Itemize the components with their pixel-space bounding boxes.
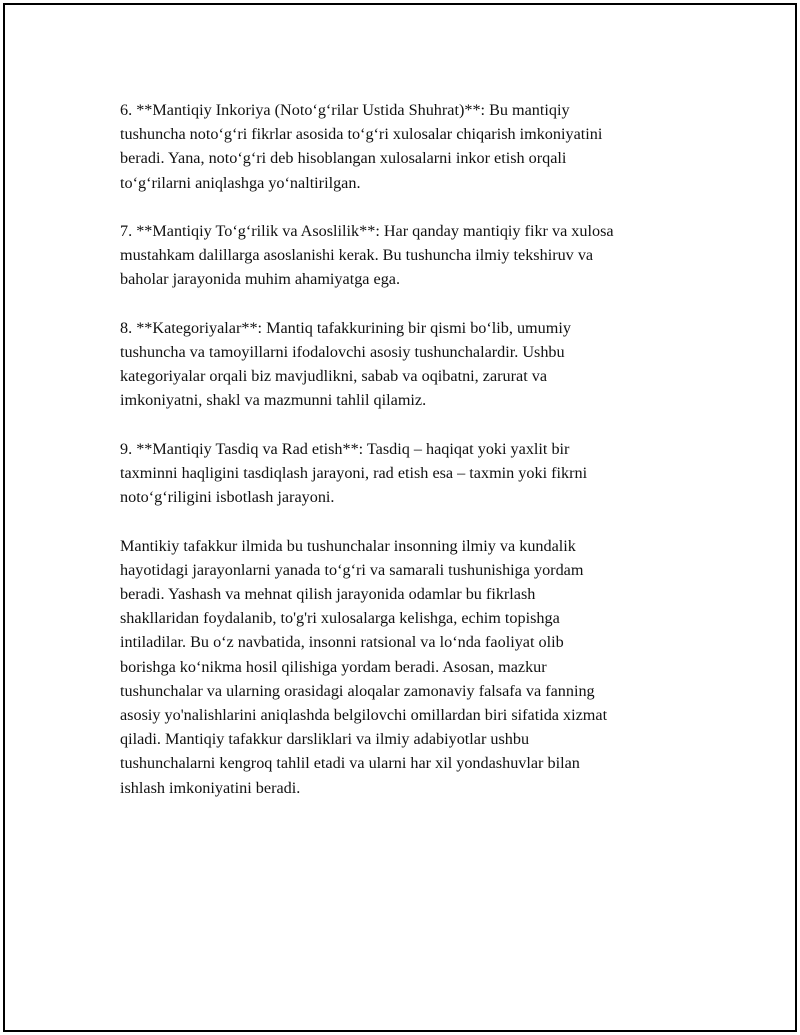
text-line: hayotidagi jarayonlarni yanada to‘g‘ri va samarali tushunishiga yordam bbox=[120, 560, 584, 579]
text-line: asosiy yo'nalishlarini aniqlashda belgilovchi omillardan biri sifatida xizmat bbox=[120, 706, 608, 725]
text-line: tushuncha noto‘g‘ri fikrlar asosida to‘g‘ri xulosalar chiqarish imkoniyatini bbox=[120, 125, 603, 144]
text-line: 9. **Mantiqiy Tasdiq va Rad etish**: Tasdiq – haqiqat yoki yaxlit bir bbox=[120, 439, 570, 458]
text-line: baholar jarayonida muhim ahamiyatga ega. bbox=[120, 270, 401, 289]
paragraph-item-6 bbox=[120, 98, 700, 195]
text-line: beradi. Yashash va mehnat qilish jarayonida odamlar bu fikrlash bbox=[120, 585, 536, 603]
text-line: Mantikiy tafakkur ilmida bu tushunchalar insonning ilmiy va kundalik bbox=[120, 536, 576, 555]
paragraph-item-7 bbox=[120, 219, 700, 292]
text-line: taxminni haqligini tasdiqlash jarayoni, rad etish esa – taxmin yoki fikrni bbox=[120, 464, 588, 482]
text-line: noto‘g‘riligini isbotlash jarayoni. bbox=[120, 488, 335, 507]
text-line: 8. **Kategoriyalar**: Mantiq tafakkurining bir qismi bo‘lib, umumiy bbox=[120, 318, 571, 337]
text-line: shakllaridan foydalanib, to'g'ri xulosalarga kelishga, echim topishga bbox=[120, 609, 560, 628]
text-line: tushunchalarni kengroq tahlil etadi va ularni har xil yondashuvlar bilan bbox=[120, 754, 580, 773]
paragraph-item-8 bbox=[120, 316, 700, 413]
text-line: borishga ko‘nikma hosil qilishiga yordam beradi. Asosan, mazkur bbox=[120, 657, 547, 676]
document-body bbox=[120, 98, 700, 824]
text-line: to‘g‘rilarni aniqlashga yo‘naltirilgan. bbox=[120, 173, 361, 192]
page-frame bbox=[3, 3, 797, 1032]
text-line: 7. **Mantiqiy To‘g‘rilik va Asoslilik**: Har qanday mantiqiy fikr va xulosa bbox=[120, 222, 614, 240]
text-line: mustahkam dalillarga asoslanishi kerak. Bu tushuncha ilmiy tekshiruv va bbox=[120, 246, 594, 265]
text-line: kategoriyalar orqali biz mavjudlikni, sabab va oqibatni, zarurat va bbox=[120, 367, 548, 386]
paragraph-item-9 bbox=[120, 437, 700, 510]
text-line: intiladilar. Bu o‘z navbatida, insonni ratsional va lo‘nda faoliyat olib bbox=[120, 633, 564, 652]
text-line: tushuncha va tamoyillarni ifodalovchi asosiy tushunchalardir. Ushbu bbox=[120, 343, 565, 361]
text-line: imkoniyatni, shakl va mazmunni tahlil qilamiz. bbox=[120, 391, 427, 410]
paragraph-conclusion bbox=[120, 534, 700, 800]
text-line: ishlash imkoniyatini beradi. bbox=[120, 778, 301, 797]
text-line: qiladi. Mantiqiy tafakkur darsliklari va ilmiy adabiyotlar ushbu bbox=[120, 730, 530, 749]
text-line: beradi. Yana, noto‘g‘ri deb hisoblangan xulosalarni inkor etish orqali bbox=[120, 149, 567, 168]
text-line: tushunchalar va ularning orasidagi aloqalar zamonaviy falsafa va fanning bbox=[120, 681, 595, 700]
text-line: 6. **Mantiqiy Inkoriya (Noto‘g‘rilar Ustida Shuhrat)**: Bu mantiqiy bbox=[120, 101, 570, 119]
